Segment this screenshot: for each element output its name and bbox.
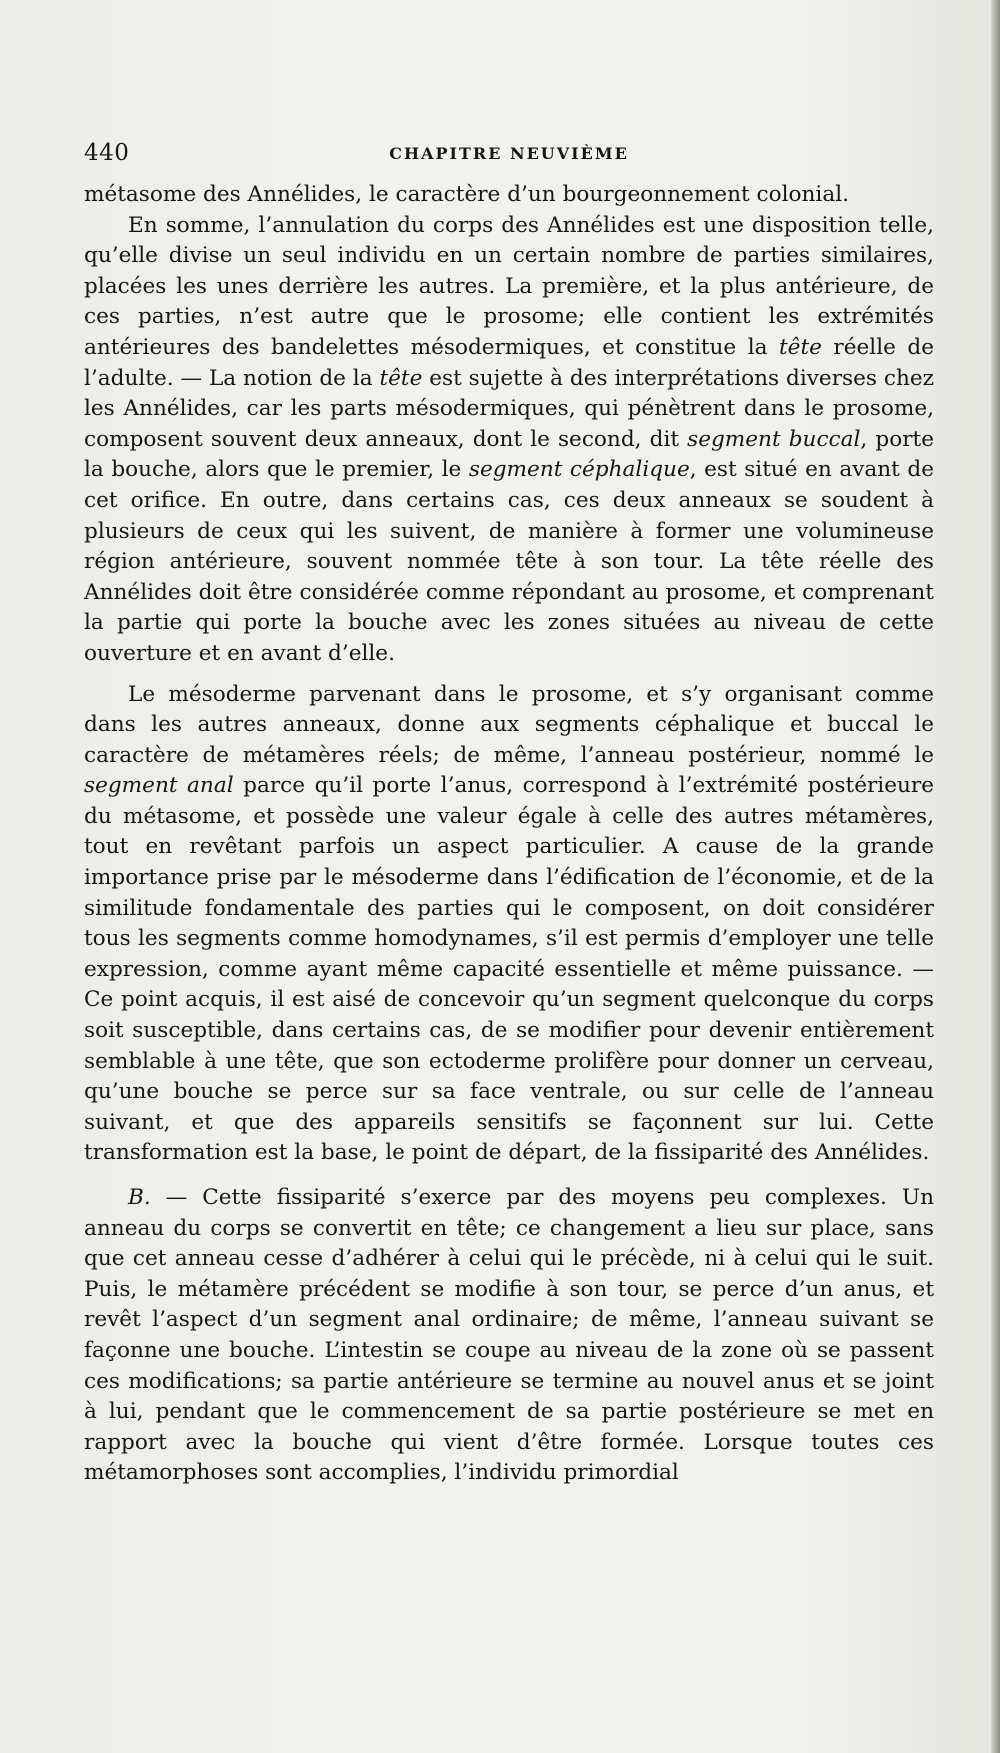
text-span: parce qu’il porte l’anus, correspond à l’extrémité postérieure du métasome, et possède une valeur égale à celle des autres métamères, tout en revêtant parfois un aspect particulier. A cause de la grande importance prise par le mésoderme dans l’édification de l’économie, et de la similitude fondamentale des parties qui le composent, on doit considérer tous les segments comme homodynames, s’il est permis d’employer une telle expression, comme ayant même capacité essentielle et même puissance. — Ce point acquis, il est aisé de concevoir qu’un segment quelconque du corps soit susceptible, dans certains cas, de se modifier pour devenir entièrement semblable à une tête, que son ectoderme prolifère pour donner un cerveau, qu’une bouche se perce sur sa face ventrale, ou sur celle de l’anneau suivant, et que des appareils sensitifs se façonnent sur lui. Cette transformation est la base, le point de départ, de la fissiparité des Annélides. (84, 773, 934, 1166)
italic-term: tête (779, 334, 822, 360)
text-span: Le mésoderme parvenant dans le prosome, et s’y organisant comme dans les autres anneaux, donne aux segments céphalique et buccal le caractère de métamères réels; de même, l’anneau postérieur, nommé le (84, 681, 934, 768)
text-span: , est situé en avant de cet orifice. En outre, dans certains cas, ces deux anneaux se soudent à plusieurs de ceux qui les suivent, de manière à former une volumineuse région antérieure, souvent nommée tête à son tour. La tête réelle des Annélides doit être considérée comme répondant au prosome, et comprenant la partie qui porte la bouche avec les zones situées au niveau de cette ouverture et en avant d’elle. (84, 457, 934, 666)
text-span: — Cette fissiparité s’exerce par des moyens peu complexes. Un anneau du corps se convertit en tête; ce changement a lieu sur place, sans que cet anneau cesse d’adhérer à celui qui le précède, ni à celui qui le suit. Puis, le métamère précédent se modifie à son tour, se perce d’un anus, et revêt l’aspect d’un segment anal ordinaire; de même, l’anneau suivant se façonne une bouche. L’intestin se coupe au niveau de la zone où se passent ces modifications; sa partie antérieure se termine au nouvel anus et se joint à lui, pendant que le commencement de sa partie postérieure se met en rapport avec la bouche qui vient d’être formée. Lorsque toutes ces métamorphoses sont accomplies, l’individu primordial (84, 1185, 934, 1486)
italic-term: segment céphalique (468, 457, 690, 483)
text-span: réelle de l’adulte. — La notion de la (84, 334, 934, 391)
text-span: métasome des Annélides, le caractère d’un bourgeonnement colonial. (84, 182, 849, 207)
book-spine-shadow (991, 0, 1000, 1753)
body-text (84, 180, 934, 1489)
paragraph-mesoderme (84, 680, 934, 1170)
italic-term: segment buccal (687, 426, 861, 452)
running-head: CHAPITRE NEUVIÈME (389, 144, 629, 163)
text-span: En somme, l’annulation du corps des Annélides est une disposition telle, qu’elle divise un seul individu en un certain nombre de parties similaires, placées les unes derrière les autres. La première, et la plus antérieure, de ces parties, n’est autre que le prosome; elle contient les extrémités antérieures des bandelettes mésodermiques, et constitue la (84, 212, 934, 360)
text-span: , porte la bouche, alors que le premier, le (84, 426, 934, 483)
paragraph-continued (84, 180, 934, 211)
section-label: B. (128, 1185, 151, 1210)
page-header (84, 140, 934, 172)
italic-term: tête (379, 365, 423, 391)
paragraph-fissiparite (84, 1183, 934, 1489)
italic-term: segment anal (84, 773, 234, 799)
page-number: 440 (84, 140, 130, 166)
text-span: est sujette à des interprétations diverses chez les Annélides, car les parts mésodermiques, qui pénètrent dans le prosome, composent souvent deux anneaux, dont le second, dit (84, 365, 935, 452)
paragraph-annulation (84, 211, 934, 670)
